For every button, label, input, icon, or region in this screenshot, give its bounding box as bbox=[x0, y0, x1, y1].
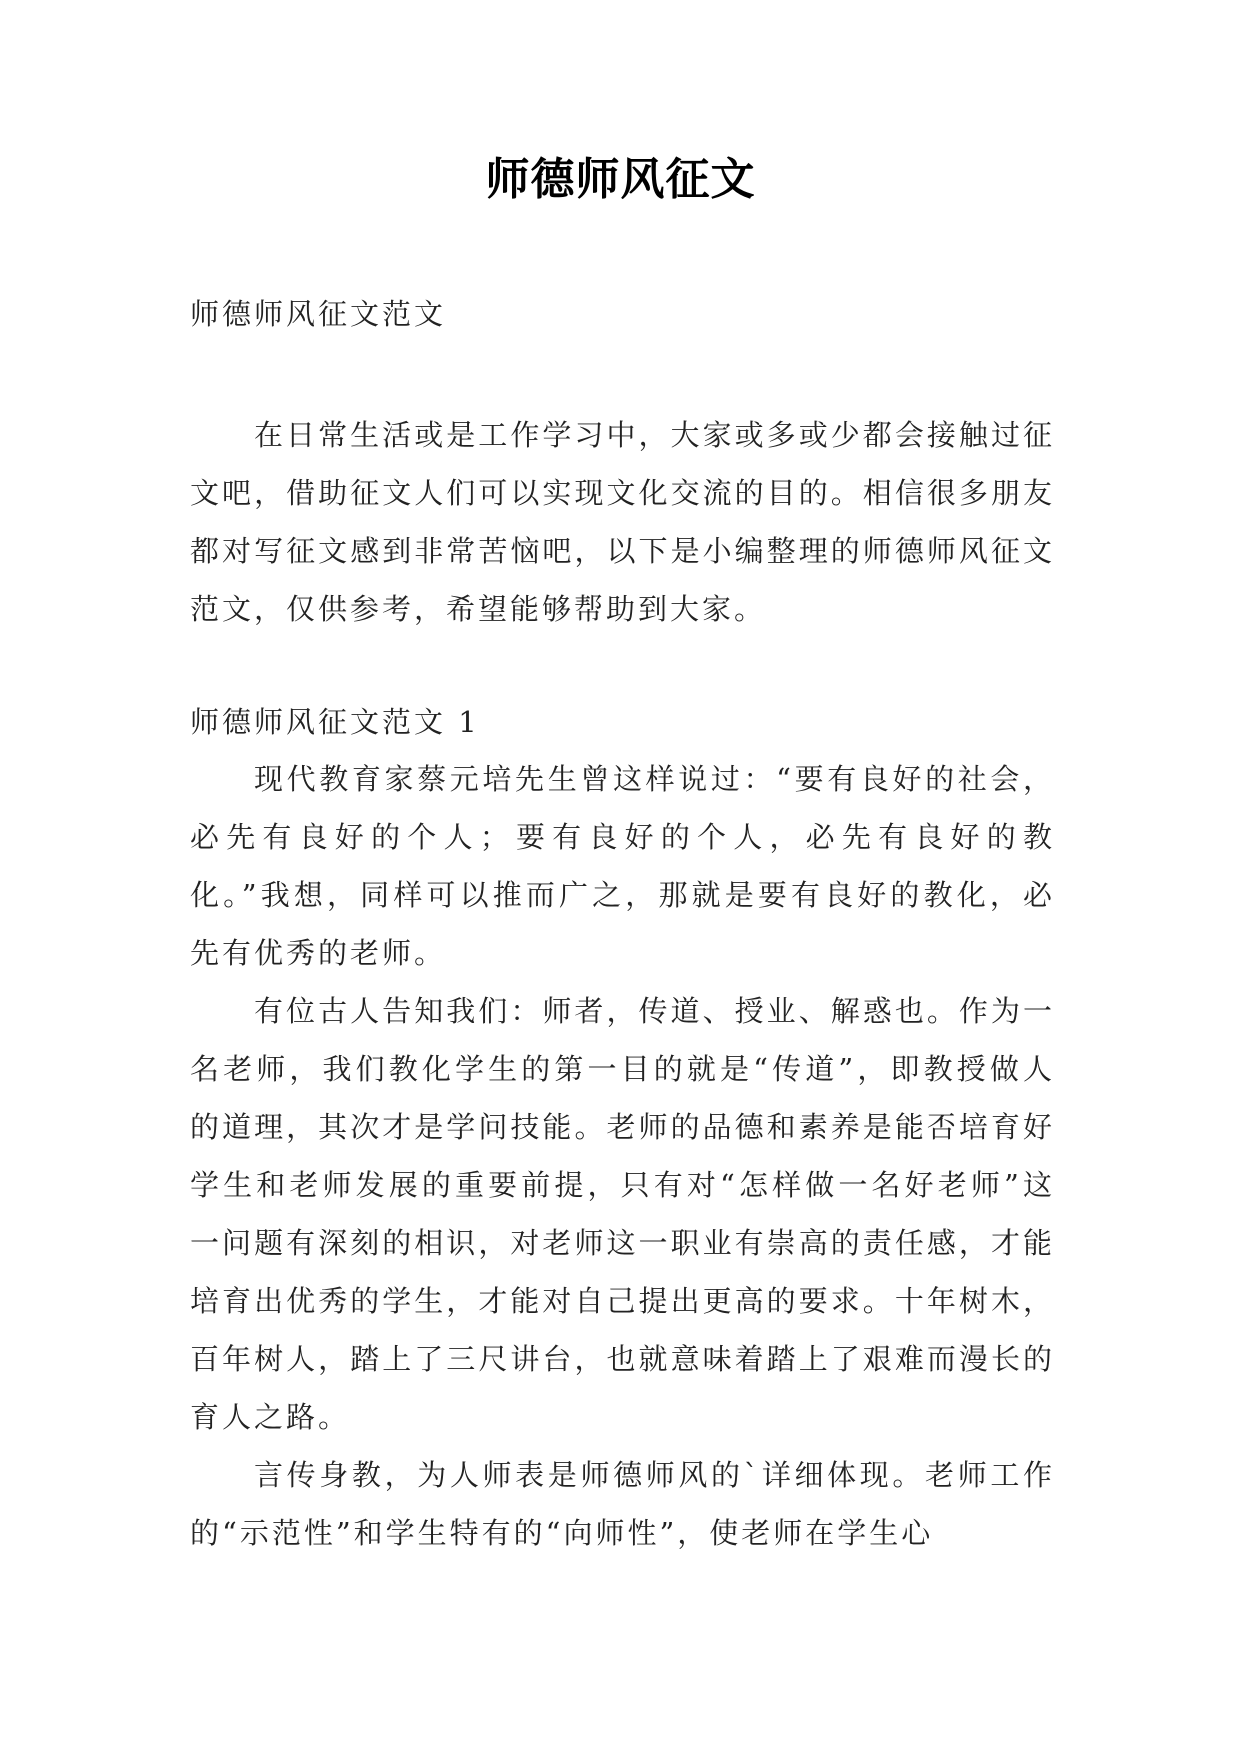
document-title: 师德师风征文 bbox=[485, 154, 756, 205]
intro-block bbox=[190, 406, 1055, 638]
section-body bbox=[190, 750, 1055, 1562]
body-paragraph: 现代教育家蔡元培先生曾这样说过：“要有良好的社会，必先有良好的个人；要有良好的个人，必先有良好的教化。”我想，同样可以推而广之，那就是要有良好的教化，必先有优秀的老师。 bbox=[190, 762, 1055, 970]
document-subtitle: 师德师风征文范文 bbox=[190, 297, 447, 331]
intro-paragraph: 在日常生活或是工作学习中，大家或多或少都会接触过征文吧，借助征文人们可以实现文化交流的目的。相信很多朋友都对写征文感到非常苦恼吧，以下是小编整理的师德师风征文范文，仅供参考，希望能够帮助到大家。 bbox=[190, 418, 1055, 626]
body-paragraph: 有位古人告知我们：师者，传道、授业、解惑也。作为一名老师，我们教化学生的第一目的就是“传道”，即教授做人的道理，其次才是学问技能。老师的品德和素养是能否培育好学生和老师发展的重要前提，只有对“怎样做一名好老师”这一问题有深刻的相识，对老师这一职业有崇高的责任感，才能培育出优秀的学生，才能对自己提出更高的要求。十年树木，百年树人，踏上了三尺讲台，也就意味着踏上了艰难而漫长的育人之路。 bbox=[190, 994, 1055, 1434]
section-heading: 师德师风征文范文 1 bbox=[190, 705, 480, 739]
body-paragraph: 言传身教，为人师表是师德师风的`详细体现。老师工作的“示范性”和学生特有的“向师性”，使老师在学生心 bbox=[190, 1458, 1055, 1550]
